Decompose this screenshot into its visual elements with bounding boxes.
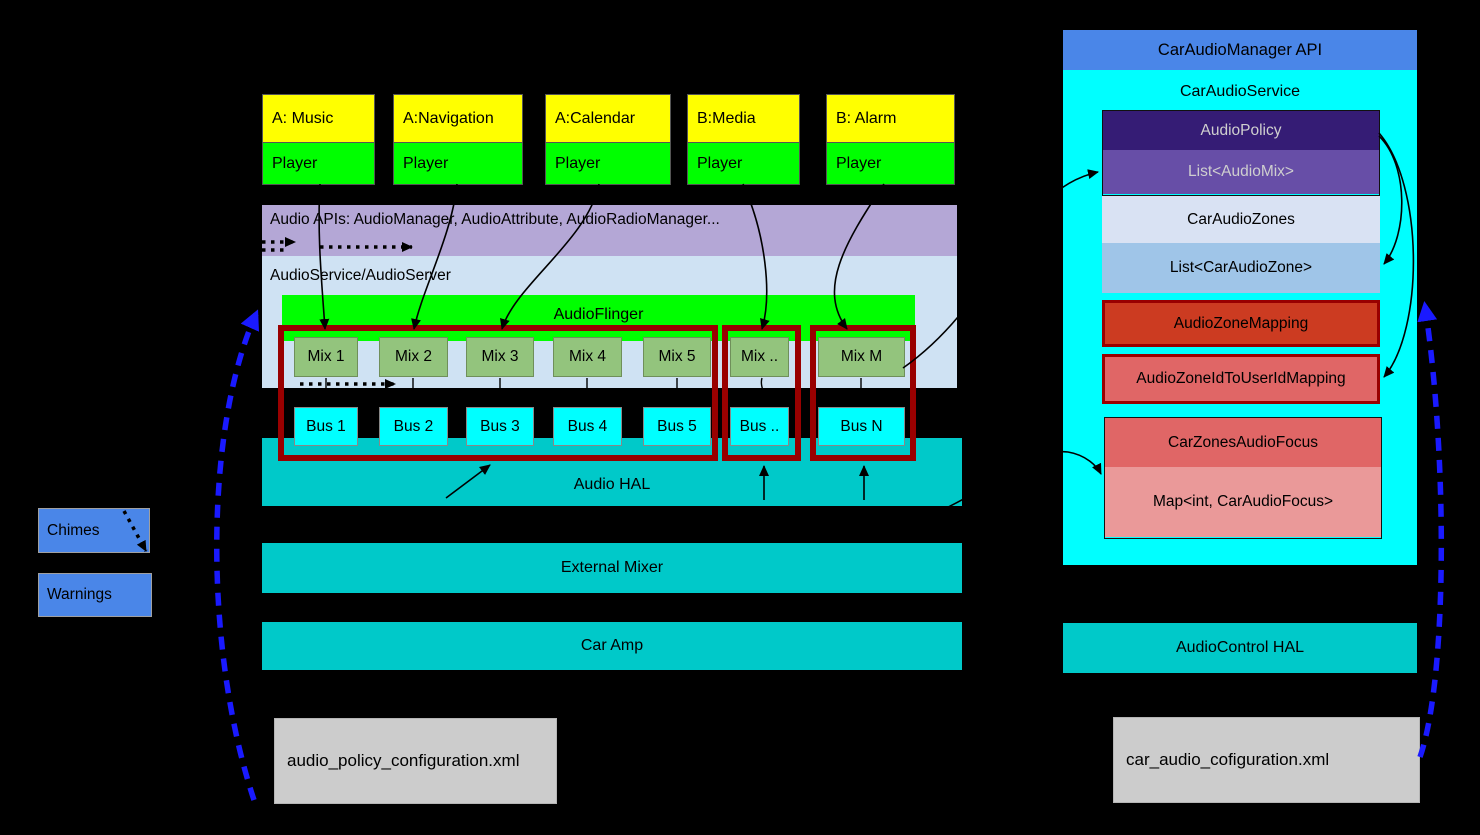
zone-group-3-outline (810, 325, 916, 461)
audio-policy-configuration-file (274, 718, 557, 804)
audiocontrol-hal-band (1063, 623, 1417, 673)
app-title: A: Music (263, 95, 374, 142)
car-audio-configuration-label: car_audio_cofiguration.xml (1126, 750, 1330, 769)
mix-label: Mix 5 (658, 348, 696, 365)
bus-label: Bus .. (739, 417, 780, 435)
audio-policy-configuration-label: audio_policy_configuration.xml (287, 751, 520, 770)
chimes-box (38, 508, 150, 553)
app-title: A:Calendar (546, 95, 670, 142)
app-title: B:Media (688, 95, 799, 142)
audio-zone-id-mapping-label: AudioZoneIdToUserIdMapping (1136, 370, 1346, 387)
audiocontrol-hal-label: AudioControl HAL (1175, 639, 1305, 656)
app-player: Player (263, 142, 374, 184)
bus-label: Bus 5 (657, 417, 697, 435)
audio-policy-group (1102, 110, 1380, 196)
app-player: Player (546, 142, 670, 184)
car-audio-service-title (1063, 82, 1417, 102)
map-car-audio-focus-label: Map<int, CarAudioFocus> (1152, 493, 1334, 510)
chimes-label: Chimes (47, 521, 100, 539)
car-amp-label: Car Amp (580, 637, 644, 654)
mix-label: Mix 1 (307, 348, 345, 365)
bus-label: Bus N (840, 417, 883, 435)
car-zones-audio-focus-box (1105, 418, 1381, 467)
mix-label: Mix 2 (394, 348, 433, 365)
car-zones-audio-focus-label: CarZonesAudioFocus (1168, 433, 1318, 451)
car-audio-zones-box (1102, 196, 1380, 243)
app-box-a-navigation (393, 94, 523, 185)
app-player: Player (394, 142, 522, 184)
warnings-label: Warnings (47, 586, 112, 603)
audio-hal-label: Audio HAL (573, 476, 651, 493)
audio-apis-label: Audio APIs: AudioManager, AudioAttribute, AudioRadioManager... (270, 211, 720, 228)
audio-zone-mapping-box (1102, 300, 1380, 347)
zone-group-1-outline (278, 325, 718, 461)
car-audio-service-panel (1063, 70, 1417, 565)
car-zones-audio-focus-group (1104, 417, 1382, 539)
warnings-box (38, 573, 152, 617)
app-box-b-media (687, 94, 800, 185)
car-audio-manager-api-label: CarAudioManager API (1157, 40, 1323, 59)
audio-flinger-label: AudioFlinger (553, 306, 644, 323)
car-audio-manager-api-bar (1063, 30, 1417, 70)
mix-label: Mix .. (740, 348, 779, 365)
app-box-b-alarm (826, 94, 955, 185)
audio-zone-id-to-user-id-mapping-box (1102, 354, 1380, 404)
car-audio-zones-label: CarAudioZones (1187, 210, 1295, 228)
app-title: A:Navigation (394, 95, 522, 142)
car-audio-service-label: CarAudioService (1179, 83, 1301, 100)
zone-group-2-outline (722, 325, 801, 461)
car-audio-configuration-file (1113, 717, 1420, 803)
external-mixer-band (262, 543, 962, 593)
bus-label: Bus 3 (480, 417, 520, 435)
audio-service-label: AudioService/AudioServer (270, 267, 451, 284)
list-car-audio-zone-label: List<CarAudioZone> (1169, 259, 1313, 276)
audio-policy-box (1103, 111, 1379, 150)
bus-label: Bus 4 (567, 417, 608, 435)
audio-policy-label: AudioPolicy (1200, 121, 1282, 139)
app-title: B: Alarm (827, 95, 954, 142)
mix-label: Mix 3 (481, 348, 519, 365)
car-amp-band (262, 622, 962, 670)
external-mixer-label: External Mixer (560, 559, 664, 576)
app-player: Player (688, 142, 799, 184)
bus-label: Bus 1 (306, 417, 346, 435)
mix-label: Mix 4 (568, 348, 607, 365)
audio-zone-mapping-label: AudioZoneMapping (1173, 314, 1309, 332)
app-player: Player (827, 142, 954, 184)
list-audiomix-box (1103, 150, 1379, 194)
mix-label: Mix M (840, 348, 883, 365)
audio-apis-band (262, 205, 957, 256)
map-car-audio-focus-box (1105, 467, 1381, 537)
bus-label: Bus 2 (393, 417, 434, 435)
list-audiomix-label: List<AudioMix> (1188, 163, 1294, 180)
list-car-audio-zone-box (1102, 243, 1380, 293)
app-box-a-calendar (545, 94, 671, 185)
app-box-a-music (262, 94, 375, 185)
